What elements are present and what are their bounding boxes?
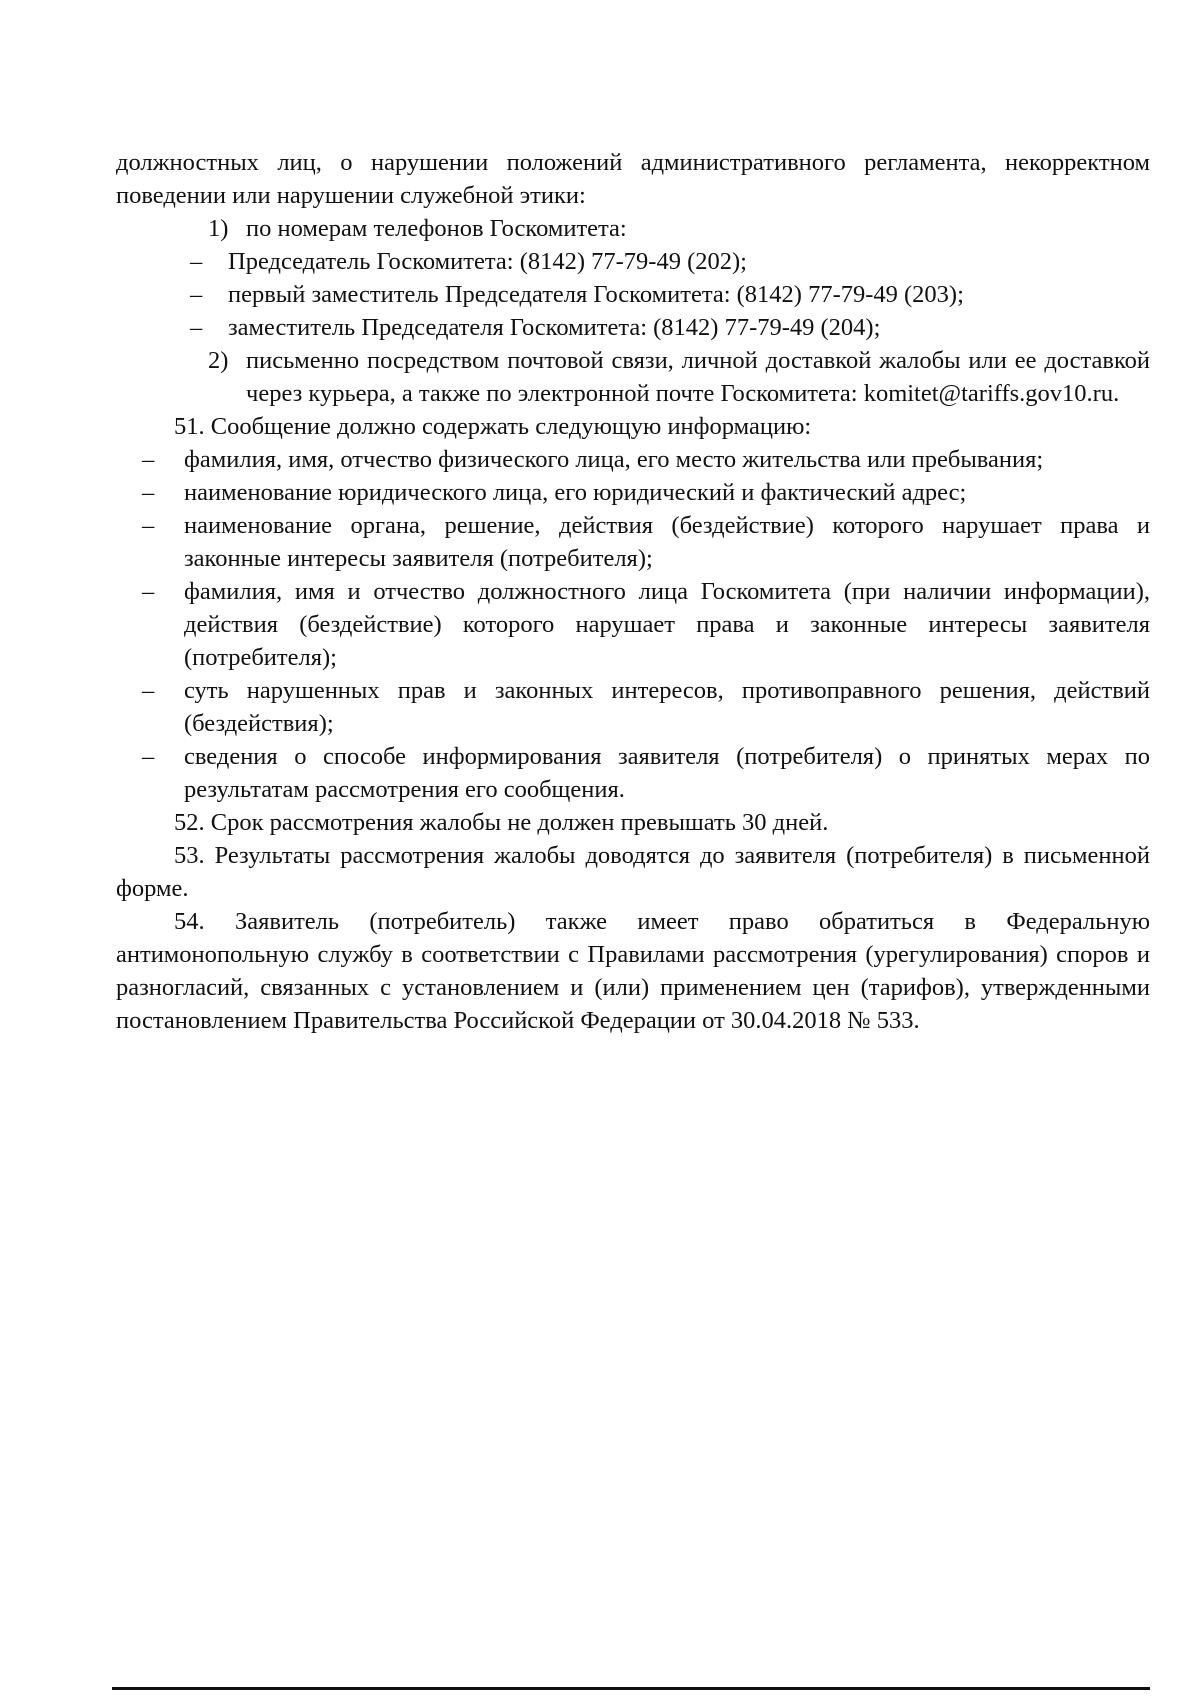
item-1-text: по номерам телефонов Госкомитета: [246, 215, 627, 242]
phone-item-text: Председатель Госкомитета: (8142) 77-79-49 (202); [228, 248, 747, 275]
paragraph-52: 52. Срок рассмотрения жалобы не должен превышать 30 дней. [174, 809, 829, 836]
requirement-text: фамилия, имя, отчество физического лица, его место жительства или пребывания; [184, 446, 1044, 473]
requirement-text: наименование органа, решение, действия (бездействие) которого нарушает права и законные интересы заявителя (потребителя); [184, 512, 1150, 572]
requirement-text: суть нарушенных прав и законных интересов, противоправного решения, действий (бездействия); [184, 677, 1150, 737]
phone-item-text: заместитель Председателя Госкомитета: (8142) 77-79-49 (204); [228, 314, 881, 341]
item-2-text: письменно посредством почтовой связи, личной доставкой жалобы или ее доставкой через курьера, а также по электронной почте Госкомитета: komitet@tariffs.gov10.ru. [246, 347, 1150, 407]
requirement-text: фамилия, имя и отчество должностного лица Госкомитета (при наличии информации), действия (бездействие) которого нарушает права и законные интересы заявителя (потребителя); [184, 578, 1150, 671]
requirement-list-item [116, 575, 1150, 674]
dash-marker: – [190, 248, 203, 275]
phone-list-item [116, 311, 1150, 344]
requirement-list-item [116, 476, 1150, 509]
paragraph-54: 54. Заявитель (потребитель) также имеет право обратиться в Федеральную антимонопольную службу в соответствии с Правилами рассмотрения (урегулирования) споров и разногласий, связанных с установлением и (или) применением цен (тарифов), утвержденными постановлением Правительства Российской Федерации от 30.04.2018 № 533. [116, 908, 1150, 1034]
requirement-list-item [116, 674, 1150, 740]
item-2-marker: 2) [208, 347, 229, 374]
dash-marker: – [142, 677, 155, 704]
footer-divider [112, 1687, 1150, 1690]
dash-marker: – [142, 743, 155, 770]
intro-paragraph: должностных лиц, о нарушении положений административного регламента, некорректном поведении или нарушении служебной этики: [116, 149, 1150, 209]
dash-marker: – [142, 446, 155, 473]
requirement-text: сведения о способе информирования заявителя (потребителя) о принятых мерах по результатам рассмотрения его сообщения. [184, 743, 1150, 803]
phone-list-item [116, 245, 1150, 278]
paragraph-53: 53. Результаты рассмотрения жалобы доводятся до заявителя (потребителя) в письменной форме. [116, 842, 1150, 902]
requirement-list-item [116, 740, 1150, 806]
item-1-marker: 1) [208, 215, 229, 242]
numbered-item-2 [116, 344, 1150, 410]
dash-marker: – [142, 512, 155, 539]
paragraph-51: 51. Сообщение должно содержать следующую информацию: [174, 413, 812, 440]
dash-marker: – [142, 578, 155, 605]
requirement-list-item [116, 443, 1150, 476]
document-page [116, 146, 1150, 1037]
phone-item-text: первый заместитель Председателя Госкомитета: (8142) 77-79-49 (203); [228, 281, 964, 308]
dash-marker: – [190, 314, 203, 341]
dash-marker: – [142, 479, 155, 506]
requirement-list-item [116, 509, 1150, 575]
phone-list-item [116, 278, 1150, 311]
dash-marker: – [190, 281, 203, 308]
numbered-item-1 [116, 212, 1150, 245]
requirement-text: наименование юридического лица, его юридический и фактический адрес; [184, 479, 967, 506]
